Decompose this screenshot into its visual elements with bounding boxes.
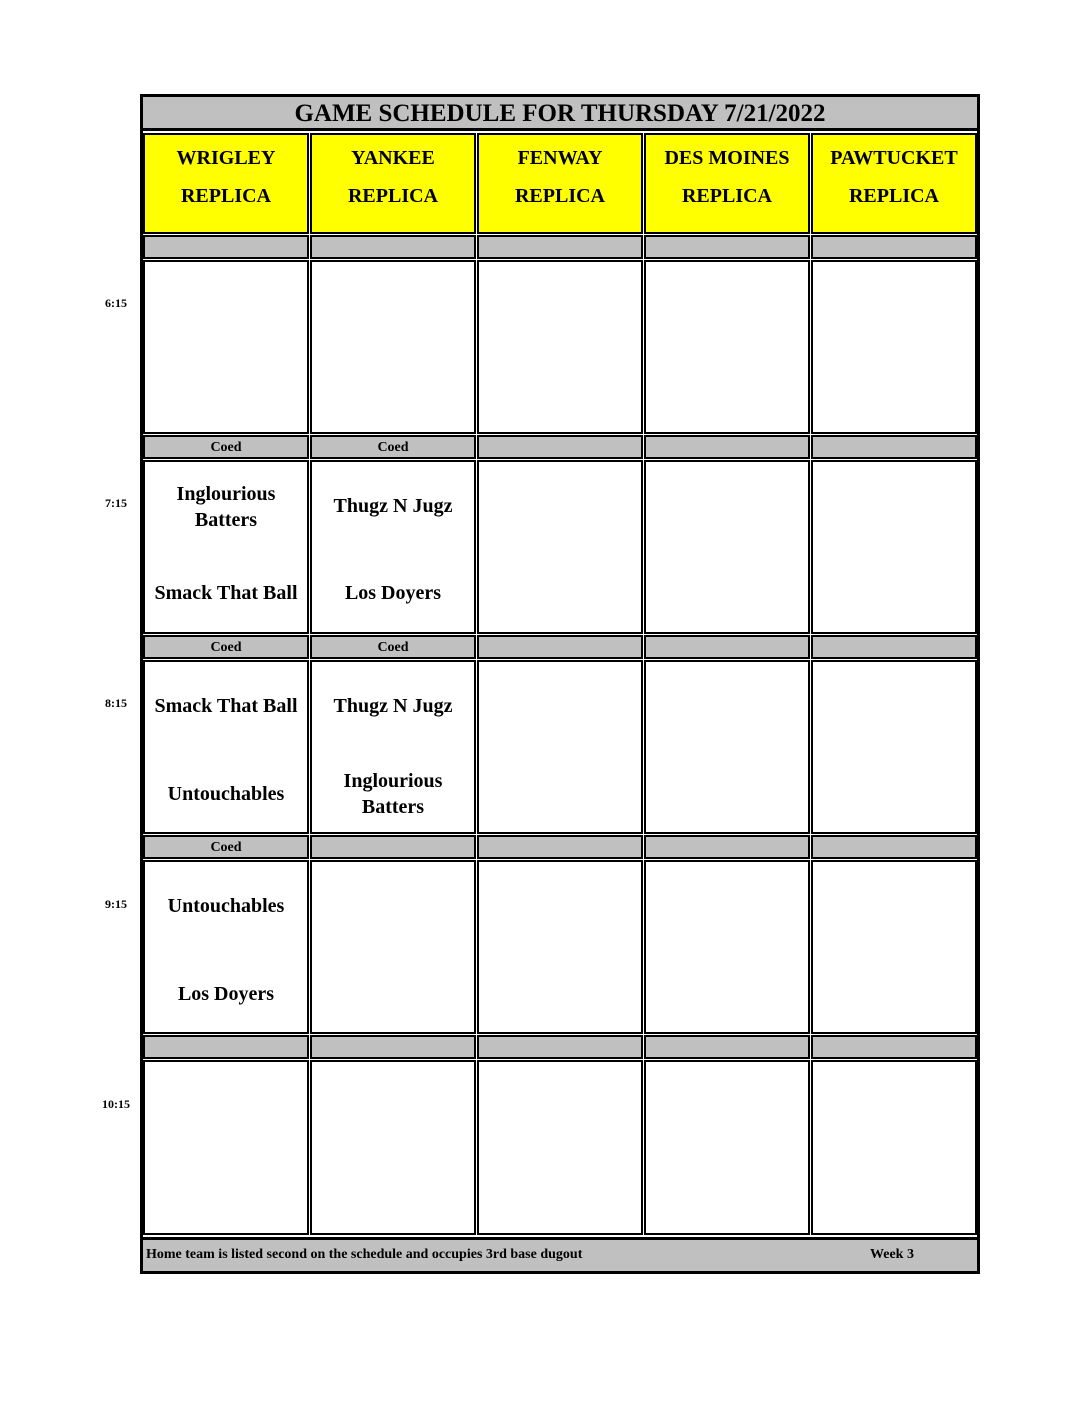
- division-band: [811, 435, 977, 459]
- game-cell: [143, 260, 309, 434]
- game-cell: [143, 860, 309, 1034]
- division-band: [310, 835, 476, 859]
- game-cell: [811, 660, 977, 834]
- division-band: Coed: [310, 635, 476, 659]
- away-team: Untouchables: [167, 895, 285, 917]
- game-cell: [477, 1060, 643, 1235]
- game-cell: [310, 260, 476, 434]
- division-band: [811, 835, 977, 859]
- division-band: Coed: [310, 435, 476, 459]
- game-cell: [477, 260, 643, 434]
- game-cell: [477, 860, 643, 1034]
- field-header-fenway: [477, 133, 643, 234]
- game-cell: [143, 660, 309, 834]
- division-band: [310, 1035, 476, 1059]
- field-name: YANKEE: [351, 147, 435, 169]
- division-band: [644, 435, 810, 459]
- field-name: DES MOINES: [664, 147, 790, 169]
- field-header-yankee: [310, 133, 476, 234]
- division-band: Coed: [143, 635, 309, 659]
- field-header-des-moines: [644, 133, 810, 234]
- game-cell: [310, 460, 476, 634]
- division-band: [811, 1035, 977, 1059]
- division-band: [477, 635, 643, 659]
- footer-bar: [143, 1237, 977, 1271]
- footer-note: Home team is listed second on the schedule and occupies 3rd base dugout: [146, 1247, 583, 1262]
- home-team: Los Doyers: [177, 983, 275, 1005]
- game-cell: [143, 1060, 309, 1235]
- division-band: [477, 835, 643, 859]
- game-cell: [310, 1060, 476, 1235]
- field-type: REPLICA: [514, 185, 605, 207]
- game-cell: [644, 460, 810, 634]
- division-band: [477, 1035, 643, 1059]
- game-cell: [310, 660, 476, 834]
- division-band: [811, 235, 977, 259]
- away-team: Thugz N Jugz: [333, 495, 453, 517]
- field-name: PAWTUCKET: [830, 147, 958, 169]
- division-band: [644, 1035, 810, 1059]
- division-band: [644, 835, 810, 859]
- game-cell: [143, 460, 309, 634]
- game-cell: [811, 1060, 977, 1235]
- home-team: Inglourious Batters: [343, 770, 443, 818]
- home-team: Smack That Ball: [154, 582, 298, 604]
- field-type: REPLICA: [180, 185, 271, 207]
- division-band: [310, 235, 476, 259]
- home-team: Los Doyers: [344, 582, 442, 604]
- field-type: REPLICA: [681, 185, 772, 207]
- page-title: GAME SCHEDULE FOR THURSDAY 7/21/2022: [143, 97, 977, 131]
- time-label: 10:15: [102, 1097, 130, 1111]
- field-type: REPLICA: [347, 185, 438, 207]
- division-band: [811, 635, 977, 659]
- game-cell: [477, 660, 643, 834]
- division-band: [644, 635, 810, 659]
- field-name: WRIGLEY: [176, 147, 276, 169]
- game-cell: [310, 860, 476, 1034]
- field-name: FENWAY: [517, 147, 603, 169]
- time-label: 9:15: [105, 897, 127, 911]
- division-band: [143, 1035, 309, 1059]
- time-label: 6:15: [105, 296, 127, 310]
- game-cell: [811, 260, 977, 434]
- division-band: [477, 235, 643, 259]
- time-label: 7:15: [105, 496, 127, 510]
- away-team: Smack That Ball: [154, 695, 298, 717]
- division-band: [477, 435, 643, 459]
- away-team: Inglourious Batters: [176, 483, 276, 531]
- division-band: [143, 235, 309, 259]
- game-cell: [644, 260, 810, 434]
- week-label: Week 3: [870, 1247, 914, 1262]
- division-band: [644, 235, 810, 259]
- field-header-pawtucket: [811, 133, 977, 234]
- away-team: Thugz N Jugz: [333, 695, 453, 717]
- time-label: 8:15: [105, 696, 127, 710]
- division-band: Coed: [143, 435, 309, 459]
- game-cell: [644, 1060, 810, 1235]
- game-cell: [477, 460, 643, 634]
- field-type: REPLICA: [848, 185, 939, 207]
- field-header-wrigley: [143, 133, 309, 234]
- game-cell: [811, 460, 977, 634]
- game-cell: [811, 860, 977, 1034]
- game-cell: [644, 660, 810, 834]
- division-band: Coed: [143, 835, 309, 859]
- home-team: Untouchables: [167, 783, 285, 805]
- game-cell: [644, 860, 810, 1034]
